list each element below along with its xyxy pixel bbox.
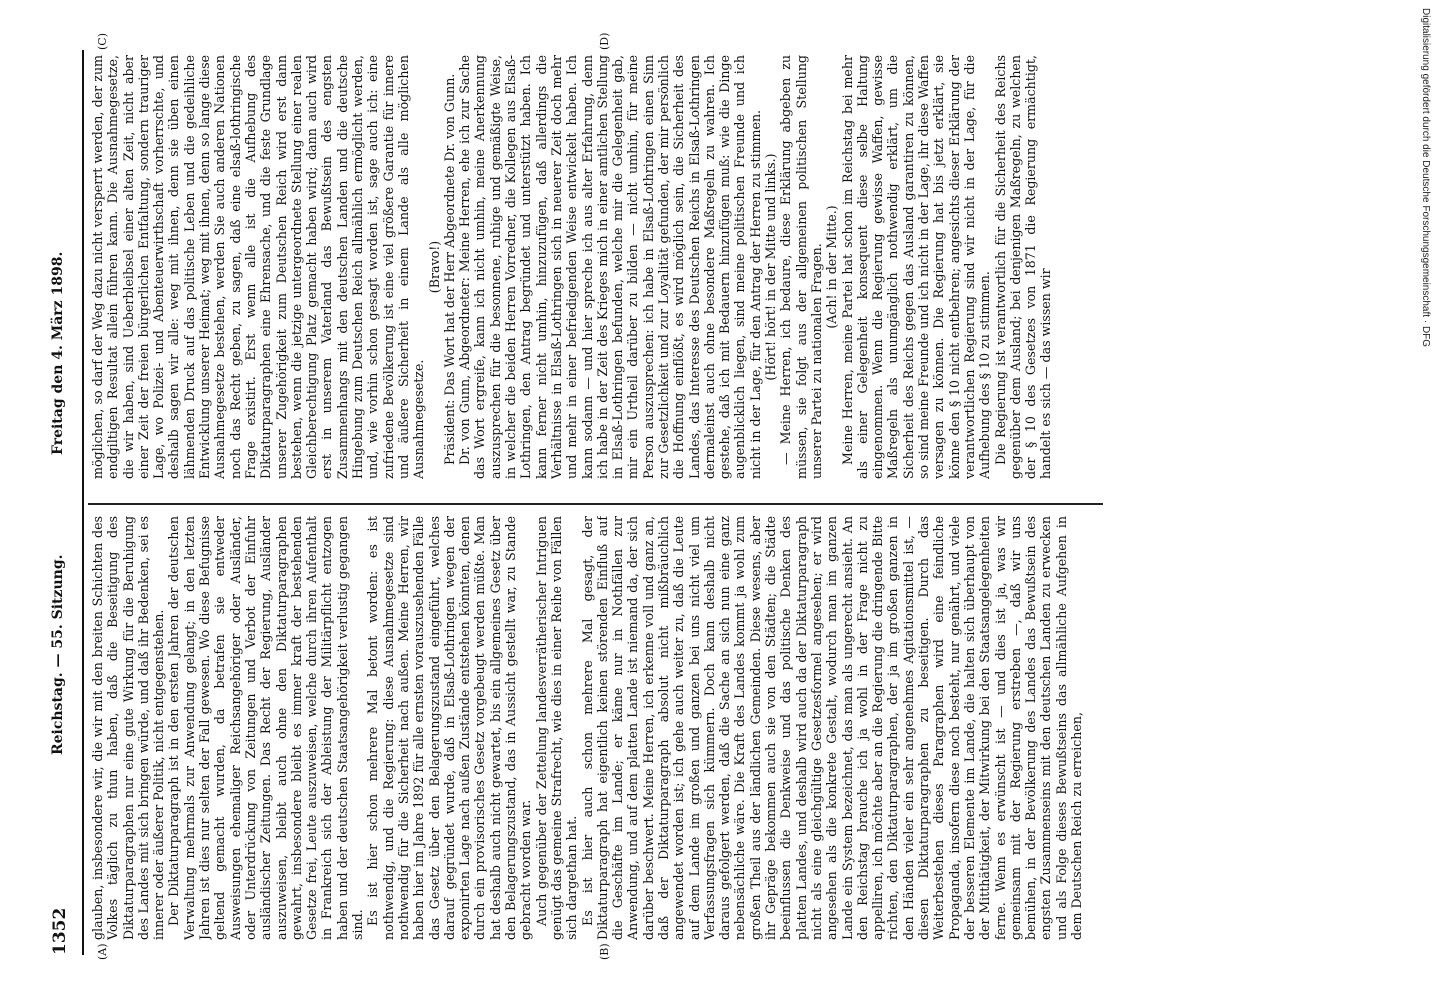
paragraph: Die Regierung ist verantwortlich für die Sicherheit des Reichs gegenüber dem Ausland; bei denjenigen Maßregeln, zu welchen der § 10 des Gesetzes von 1871 die Regierung ermächtigt, handelt es sich — das wissen wir (992, 55, 1054, 479)
running-title: Reichstag. — 55. Sitzung. (50, 554, 66, 755)
interjection: (Bravo!) (426, 240, 442, 294)
paragraph: Auch gegenüber der Zettelung landesverrätherischer Intriguen genügt das gemeine Strafrecht, wie dies in einer Reihe von Fällen sich dargethan hat. (533, 516, 580, 940)
right-column (90, 55, 1100, 479)
header-rule (82, 50, 84, 955)
column-divider (88, 503, 1103, 505)
paragraph: Meine Herren, meine Partei hat schon im Reichstag bei mehr als einer Gelegenheit konsequent diese selbe Haltung eingenommen. Wenn die Regierung gewisse Waffen, gewisse Maßregeln als unumgänglich nothwendig erklärt, um die Sicherheit des Reichs gegen das Ausland garantiren zu können, so sind meine Freunde und ich nicht in der Lage, ihr diese Waffen versagen zu können. Die Regierung hat bis jetzt erklärt, sie könne den § 10 nicht entbehren; angesichts dieser Erklärung der verantwortlichen Regierung sind wir nicht in der Lage, für die Aufhebung des § 10 zu stimmen. (839, 55, 993, 479)
paragraph: Dr. von Gunn, Abgeordneter: Meine Herren, ehe ich zur Sache das Wort ergreife, kann ich nicht umhin, meine Anerkennung auszusprechen für die besonnene, ruhige und gemäßigte Weise, in welcher die beiden Herren Vorredner, die Kollegen aus Elsaß-Lothringen, den Antrag begründet und unterstützt haben. Ich kann ferner nicht umhin, hinzuzufügen, daß allerdings die Verhältnisse in Elsaß-Lothringen sich in neuerer Zeit doch mehr und mehr in einer befriedigenden Weise entwickelt haben. Ich kann sodann — und hier spreche ich aus alter Erfahrung, denn ich habe in der Zeit des Krieges mich in einer amtlichen Stellung in Elsaß-Lothringen befunden, welche mir die Gelegenheit gab, mir ein Urtheil darüber zu bilden — nicht umhin, für meine Person auszusprechen: ich habe in Elsaß-Lothringen einen Sinn zur Gesetzlichkeit und zur Loyalität gefunden, der mir persönlich die Hoffnung einflößt, es wird möglich sein, die Sicherheit des Landes, das Interesse des Deutschen Reichs in Elsaß-Lothringen dermaleinst auch ohne besondere Maßregeln zu wahren. Ich gestehe, daß ich mit Bedauern hinzufügen muß: wie die Dinge augenblicklich liegen, sind meine politischen Freunde und ich nicht in der Lage, für den Antrag der Herren zu stimmen. (457, 55, 763, 479)
paragraph: Der Diktaturparagraph ist in den ersten Jahren der deutschen Verwaltung mehrmals zur Anwendung gelangt; in den letzten Jahren ist dies nur selten der Fall gewesen. Wo diese Befugnisse geltend gemacht wurden, da betrafen sie entweder Ausweisungen ehemaliger Reichsangehöriger oder Ausländer, oder Unterdrückung von Zeitungen und Verbot der Einfuhr ausländischer Zeitungen. Das Recht der Regierung, Ausländer auszuweisen, bleibt auch ohne den Diktaturparagraphen gewahrt, insbesondere bleibt es immer kraft der bestehenden Gesetze frei, Leute auszuweisen, welche durch ihren Aufenthalt in Frankreich sich der Ableistung der Militärpflicht entzogen haben und der deutschen Staatsangehörigkeit verlustig gegangen sind. (166, 516, 366, 940)
page-header (50, 50, 78, 955)
margin-marker-a: (A) (96, 943, 109, 960)
margin-marker-d: (D) (598, 32, 611, 50)
margin-marker-b: (B) (598, 943, 611, 960)
paragraph: Präsident: Das Wort hat der Herr Abgeordnete Dr. von Gunn. (441, 73, 457, 465)
paragraph: Es ist hier schon mehrere Mal betont worden: es ist nothwendig, und die Regierung: diese Ausnahmegesetze sind nothwendig für die Sicherheit nach außen. Meine Herren, wir haben hier im Jahre 1892 für alle ernsten vorauszusehenden Fälle das Gesetz über den Belagerungszustand eingeführt, welches darauf gegründet wurde, daß in Elsaß-Lothringen wegen der exponirten Lage nach außen Zustände entstehen könnten, denen durch ein provisorisches Gesetz vorgebeugt werden müßte. Man hat deshalb auch nicht gewartet, bis ein allgemeines Gesetz über den Belagerungszustand, das in Aussicht gestellt war, zu Stande gebracht worden war. (365, 516, 534, 940)
session-date: Freitag den 4. März 1898. (50, 251, 66, 455)
page-number: 1352 (50, 907, 70, 955)
paragraph: glauben, insbesondere wir, die wir mit den breiten Schichten des Volkes täglich zu thun haben, daß die Beseitigung des Diktaturparagraphen nur eine gute Wirkung für die Beruhigung des Landes mit sich bringen würde, und daß ihr Bedenken, sei es innerer oder äußerer Politik, nicht entgegenstehen. (90, 516, 167, 940)
digitization-note-text: Digitalisierung gefördert durch die Deutsche Forschungsgemeinschaft · DFG (1420, 8, 1431, 348)
paragraph: Es ist hier auch schon mehrere Mal gesagt, der Diktaturparagraph hat eigentlich keinen störenden Einfluß auf die Geschäfte im Lande; er käme nur in Nothfällen zur Anwendung, und auf dem platten Lande ist niemand da, der sich darüber beschwert. Meine Herren, ich erkenne voll und ganz an, daß der Diktaturparagraph absolut nicht mißbräuchlich angewendet worden ist; ich gehe auch weiter zu, daß die Leute auf dem Lande im großen und ganzen bei uns nicht viel um Verfassungsfragen sich kümmern. Doch kann deshalb nicht daraus gefolgert werden, daß die Sache an sich nun eine ganz nebensächliche wäre. Die Kraft des Landes kommt ja wohl zum großen Theil aus der ländlichen Gemeinden. Diese wesens, aber ihr Gepräge bekommen auch sie von den Städten; die Städte beeinflussen die Denkweise und das politische Denken des platten Landes, und deshalb wird auch da der Diktaturparagraph nicht als eine gleichgültige Gesetzesformel angesehen; er wird angesehen als die konkrete Gestalt, wodurch man im ganzen Lande ein System bezeichnet, das man als ungerecht ansieht. An den Reichstag brauche ich ja wohl in der Frage nicht zu appelliren, ich möchte aber an die Regierung die dringende Bitte richten, den Diktaturparagraphen, der ja im großen ganzen in den Händen vieler ein sehr angenehmes Agitationsmittel ist, — diesen Diktaturparagraphen zu beseitigen. Durch das Weiterbestehen dieses Paragraphen wird eine feindliche Propaganda, insofern diese noch besteht, nur genährt, und viele der besseren Elemente im Lande, die halten sich überhaupt von der Mitthätigkeit, der Mitwirkung bei den Staatsangelegenheiten ferne. Wenn es erwünscht ist — und dies ist ja, was wir gemeinsam mit der Regierung erstreben —, daß wir uns bemühen, in der Bevölkerung des Landes das Bewußtsein des engsten Zusammenseins mit den deutschen Landen zu erwecken und als Folge dieses Bewußtseins das allmähliche Aufgehen in dem Deutschen Reich zu erreichen, (579, 516, 1084, 940)
digitization-note (1418, 8, 1432, 998)
left-column (90, 516, 1100, 940)
margin-marker-c: (C) (96, 33, 109, 50)
interjection: (Ach! in der Mitte.) (824, 205, 840, 329)
interjection: (Hört! hört! in der Mitte und links.) (763, 153, 779, 381)
paragraph: — Meine Herren, ich bedaure, diese Erklärung abgeben zu müssen, sie folgt aus der allgemeinen politischen Stellung unserer Partei zu nationalen Fragen. (778, 55, 824, 479)
paragraph: möglichen, so darf der Weg dazu nicht versperrt werden, der zum endgiltigen Resultat allein führen kann. Die Ausnahmegesetze, die wir haben, sind Ueberbleibsel einer alten Zeit, nicht aber einer Zeit der freien bürgerlichen Entfaltung, sondern trauriger Lage, wo Polizei- und Abenteuerwirthschaft vorherrschte, und deshalb sagen wir alle: weg mit ihnen, denn sie üben einen lähmenden Druck auf das politische Leben und die gedeihliche Entwicklung unserer Heimat; weg mit ihnen, denn so lange diese Ausnahmegesetze bestehen, werden Sie auch anderen Nationen noch das Recht geben, zu sagen, daß eine elsaß-lothringische Frage existirt. Erst wenn alle ist die Aufhebung des Diktaturparagraphen eine Ehrensache, und die feste Grundlage unserer Zugehörigkeit zum Deutschen Reich wird erst dann bestehen, wenn die jetzige untergeordnete Stellung einer realen Gleichberechtigung Platz gemacht haben wird; dann auch wird erst in unserem Vaterland das Bewußtsein des engsten Zusammenhangs mit den deutschen Landen und die deutsche Hingebung zum Deutschen Reich allmählich ermöglicht werden, und, wie vorhin schon gesagt worden ist, sage auch ich: eine zufriedene Bevölkerung ist eine viel größere Garantie für innere und äußere Sicherheit in einem Lande als alle möglichen Ausnahmegesetze. (90, 55, 427, 479)
